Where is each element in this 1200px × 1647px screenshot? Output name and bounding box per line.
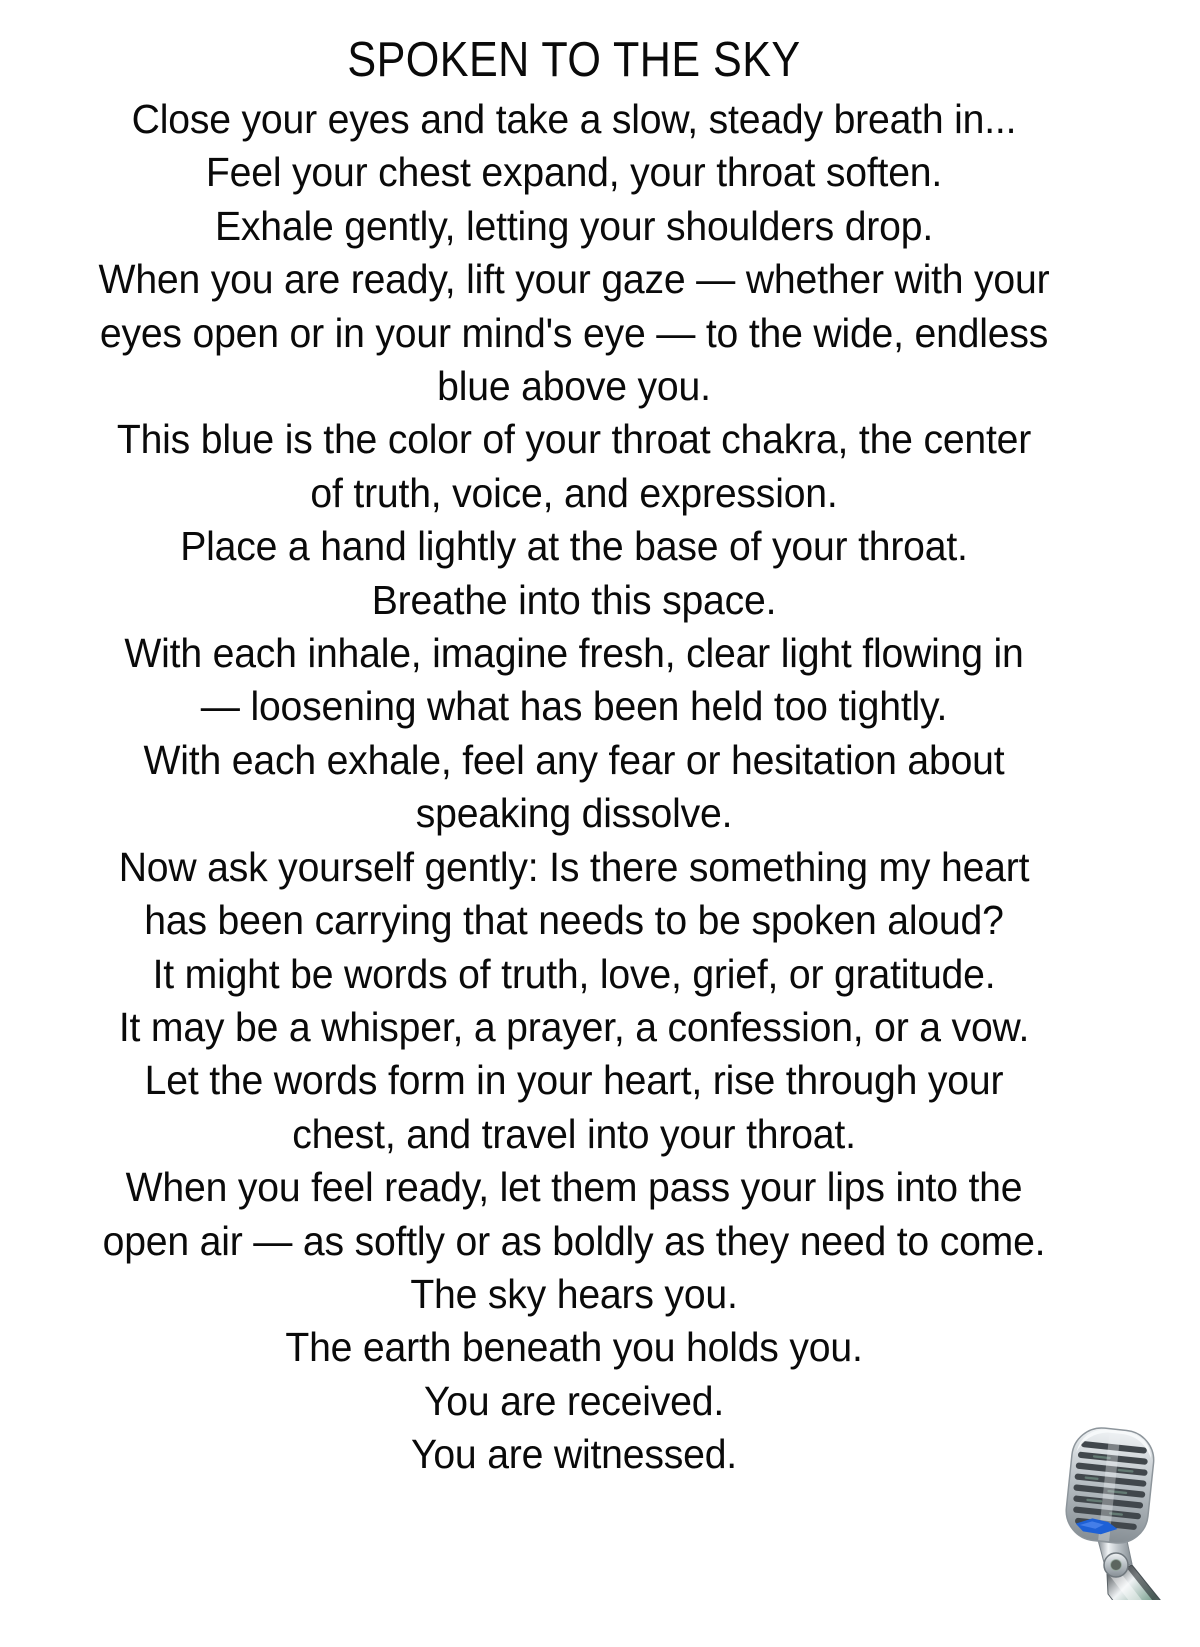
poem-line: Feel your chest expand, your throat soften. [205, 149, 943, 196]
poem-line: Place a hand lightly at the base of your throat. [180, 523, 968, 570]
poem-line: blue above you. [437, 363, 711, 410]
poem-text [49, 93, 1100, 1482]
poem-line: The earth beneath you holds you. [285, 1324, 863, 1371]
poem-line: Breathe into this space. [371, 576, 777, 623]
poem-line: open air — as softly or as boldly as they need to come. [102, 1217, 1046, 1264]
poem-line: You are witnessed. [411, 1431, 737, 1478]
poem-line: This blue is the color of your throat chakra, the center [116, 416, 1032, 463]
poem-line: has been carrying that needs to be spoken aloud? [144, 897, 1004, 944]
poem-line: chest, and travel into your throat. [292, 1110, 856, 1157]
poem-line: of truth, voice, and expression. [310, 469, 838, 516]
poem-line: With each exhale, feel any fear or hesitation about [143, 736, 1005, 783]
mic-head [1063, 1425, 1156, 1546]
poem-line: The sky hears you. [410, 1270, 738, 1317]
poem-line: It might be words of truth, love, grief, or gratitude. [152, 950, 996, 997]
poem-line: With each inhale, imagine fresh, clear light flowing in [124, 630, 1024, 677]
poem-line: Let the words form in your heart, rise through your [144, 1057, 1004, 1104]
text-column [24, 0, 1124, 1482]
poem-line: — loosening what has been held too tightly. [200, 683, 948, 730]
poem-line: It may be a whisper, a prayer, a confession, or a vow. [118, 1003, 1030, 1050]
poem-line: When you feel ready, let them pass your lips into the [125, 1164, 1023, 1211]
page-title: SPOKEN TO THE SKY [347, 33, 801, 87]
poem-line: Close your eyes and take a slow, steady breath in... [131, 96, 1017, 142]
poem-line: speaking dissolve. [415, 790, 733, 837]
poem-line: You are received. [423, 1377, 725, 1424]
poem-line: Now ask yourself gently: Is there something my heart [118, 843, 1030, 890]
poem-line: Exhale gently, letting your shoulders drop. [214, 202, 934, 249]
poem-line: eyes open or in your mind's eye — to the wide, endless [99, 309, 1049, 356]
poem-line: When you are ready, lift your gaze — whether with your [98, 256, 1050, 303]
microphone-icon [1050, 1424, 1186, 1600]
